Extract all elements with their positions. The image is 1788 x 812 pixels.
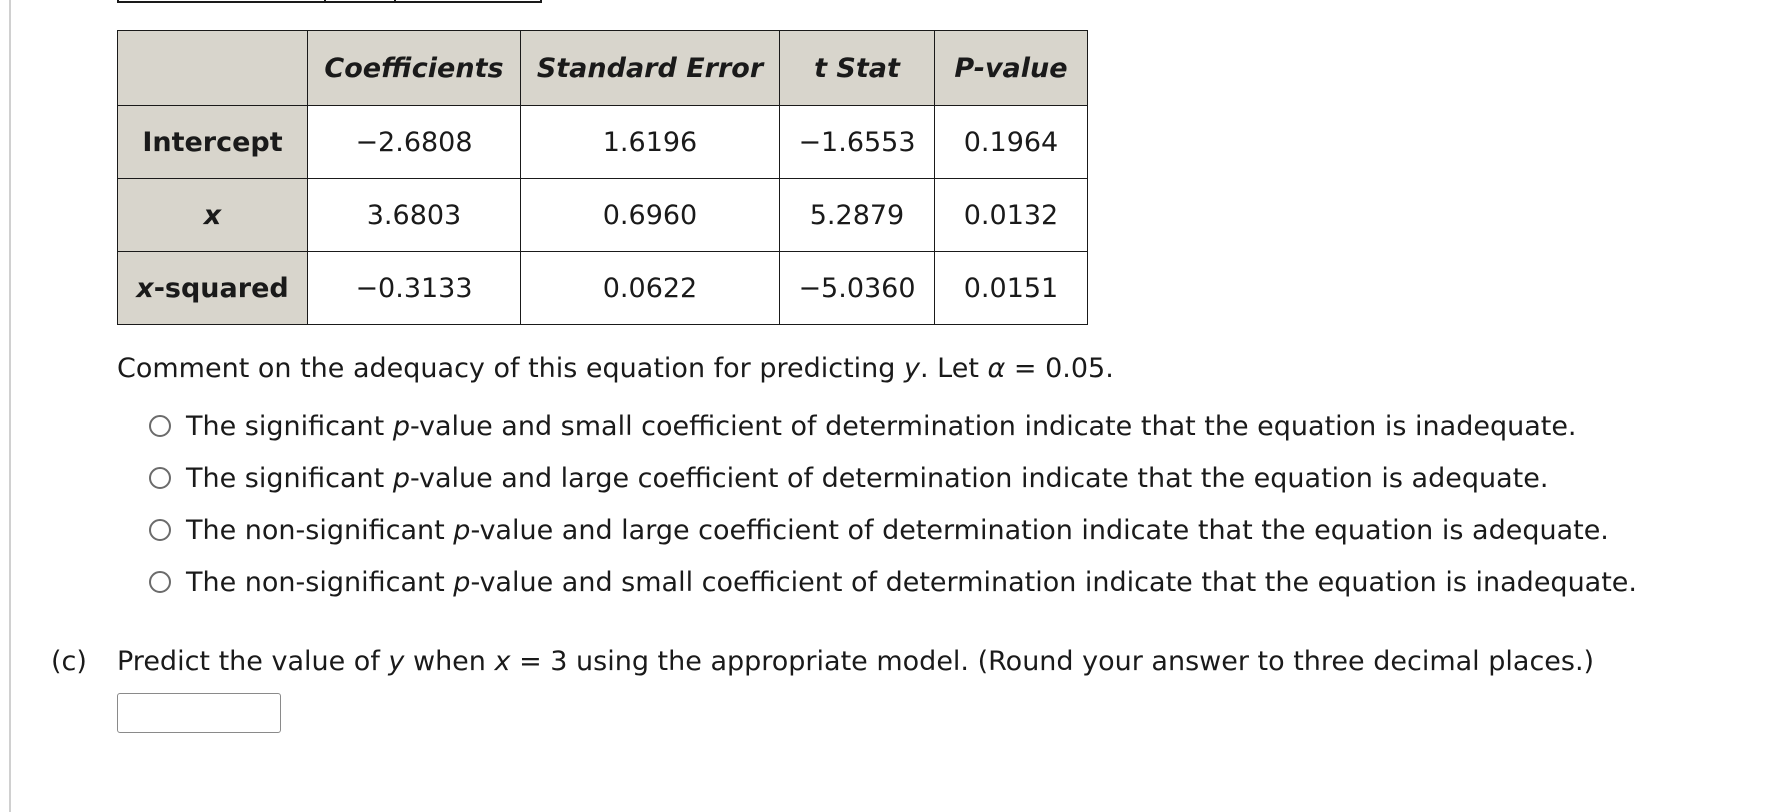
regression-table bbox=[117, 30, 1088, 325]
cell-standard-error: 0.6960 bbox=[521, 179, 780, 252]
row-label-intercept: Intercept bbox=[118, 106, 308, 179]
option-nonsig-small-inadequate[interactable] bbox=[149, 556, 1637, 608]
cell-coefficient: −2.6808 bbox=[308, 106, 521, 179]
header-empty bbox=[118, 31, 308, 106]
option-label: The significant p-value and small coefficient of determination indicate that the equation is inadequate. bbox=[186, 410, 1577, 442]
answer-options bbox=[149, 400, 1637, 608]
prediction-answer-input[interactable] bbox=[117, 693, 281, 733]
radio-button[interactable] bbox=[149, 467, 171, 489]
cell-p-value: 0.1964 bbox=[935, 106, 1088, 179]
cell-standard-error: 1.6196 bbox=[521, 106, 780, 179]
option-label: The significant p-value and large coefficient of determination indicate that the equation is adequate. bbox=[186, 462, 1549, 494]
table-row bbox=[118, 106, 1088, 179]
header-coefficients: Coefficients bbox=[308, 31, 521, 106]
option-label: The non-significant p-value and large coefficient of determination indicate that the equation is adequate. bbox=[186, 514, 1609, 546]
header-t-stat: t Stat bbox=[780, 31, 935, 106]
option-sig-large-adequate[interactable] bbox=[149, 452, 1637, 504]
previous-table-edge bbox=[117, 0, 542, 3]
radio-button[interactable] bbox=[149, 415, 171, 437]
cell-coefficient: 3.6803 bbox=[308, 179, 521, 252]
cell-t-stat: −5.0360 bbox=[780, 252, 935, 325]
cell-p-value: 0.0132 bbox=[935, 179, 1088, 252]
cell-standard-error: 0.0622 bbox=[521, 252, 780, 325]
header-standard-error: Standard Error bbox=[521, 31, 780, 106]
row-label-x: x bbox=[118, 179, 308, 252]
header-p-value: P-value bbox=[935, 31, 1088, 106]
radio-button[interactable] bbox=[149, 571, 171, 593]
option-nonsig-large-adequate[interactable] bbox=[149, 504, 1637, 556]
adequacy-question: Comment on the adequacy of this equation for predicting y. Let α = 0.05. bbox=[117, 353, 1114, 384]
left-border bbox=[9, 0, 11, 812]
table-header-row bbox=[118, 31, 1088, 106]
part-c-question: Predict the value of y when x = 3 using the appropriate model. (Round your answer to three decimal places.) bbox=[117, 646, 1595, 677]
radio-button[interactable] bbox=[149, 519, 171, 541]
cell-t-stat: 5.2879 bbox=[780, 179, 935, 252]
table-row bbox=[118, 252, 1088, 325]
row-label-x-squared: x-squared bbox=[118, 252, 308, 325]
cell-t-stat: −1.6553 bbox=[780, 106, 935, 179]
cell-p-value: 0.0151 bbox=[935, 252, 1088, 325]
option-label: The non-significant p-value and small coefficient of determination indicate that the equation is inadequate. bbox=[186, 566, 1638, 598]
option-sig-small-inadequate[interactable] bbox=[149, 400, 1637, 452]
part-c-label: (c) bbox=[51, 646, 87, 677]
cell-coefficient: −0.3133 bbox=[308, 252, 521, 325]
table-row bbox=[118, 179, 1088, 252]
